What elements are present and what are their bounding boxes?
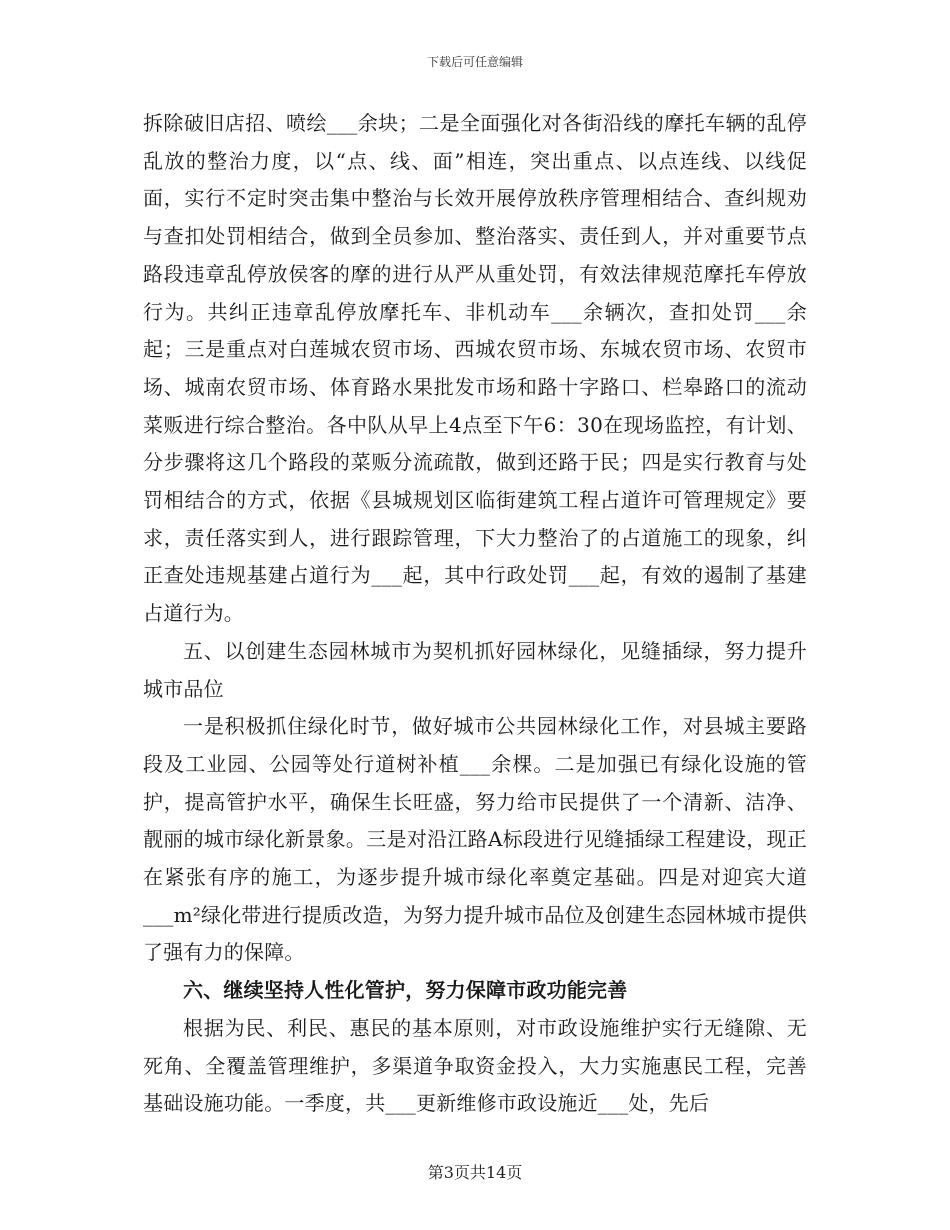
document-body (143, 105, 807, 1123)
paragraph-continuation: 拆除破旧店招、喷绘___余块；二是全面强化对各街沿线的摩托车辆的乱停乱放的整治力度，以“点、线、面”相连，突出重点、以点连线、以线促面，实行不定时突击集中整治与长效开展停放秩序管理相结合、查纠规劝与查扣处罚相结合，做到全员参加、整治落实、责任到人，并对重要节点路段违章乱停放侯客的摩的进行从严从重处罚，有效法律规范摩托车停放行为。共纠正违章乱停放摩托车、非机动车___余辆次，查扣处罚___余起；三是重点对白莲城农贸市场、西城农贸市场、东城农贸市场、农贸市场、城南农贸市场、体育路水果批发市场和路十字路口、栏皋路口的流动菜贩进行综合整治。各中队从早上4点至下午6：30在现场监控，有计划、分步骤将这几个路段的菜贩分流疏散，做到还路于民；四是实行教育与处罚相结合的方式，依据《县城规划区临街建筑工程占道许可管理规定》要求，责任落实到人，进行跟踪管理，下大力整治了的占道施工的现象，纠正查处违规基建占道行为___起，其中行政处罚___起，有效的遏制了基建占道行为。 (143, 111, 807, 626)
page-header: 下载后可任意编辑 (426, 55, 523, 69)
section-heading-6: 六、继续坚持人性化管护，努力保障市政功能完善 (183, 978, 628, 1003)
page-footer: 第3页共14页 (427, 1163, 523, 1182)
section-heading-5: 五、以创建生态园林城市为契机抓好园林绿化，见缝插绿，努力提升城市品位 (143, 638, 807, 701)
paragraph-greening: 一是积极抓住绿化时节，做好城市公共园林绿化工作，对县城主要路段及工业园、公园等处行道树补植___余棵。二是加强已有绿化设施的管护，提高管护水平，确保生长旺盛，努力给市民提供了一个清新、洁净、靓丽的城市绿化新景象。三是对沿江路A标段进行见缝插绿工程建设，现正在紧张有序的施工，为逐步提升城市绿化率奠定基础。四是对迎宾大道___m²绿化带进行提质改造，为努力提升城市品位及创建生态园林城市提供了强有力的保障。 (143, 714, 807, 965)
paragraph-municipal: 根据为民、利民、惠民的基本原则，对市政设施维护实行无缝隙、无死角、全覆盖管理维护，多渠道争取资金投入，大力实施惠民工程，完善基础设施功能。一季度，共___更新维修市政设施近___处，先后 (143, 1015, 807, 1116)
